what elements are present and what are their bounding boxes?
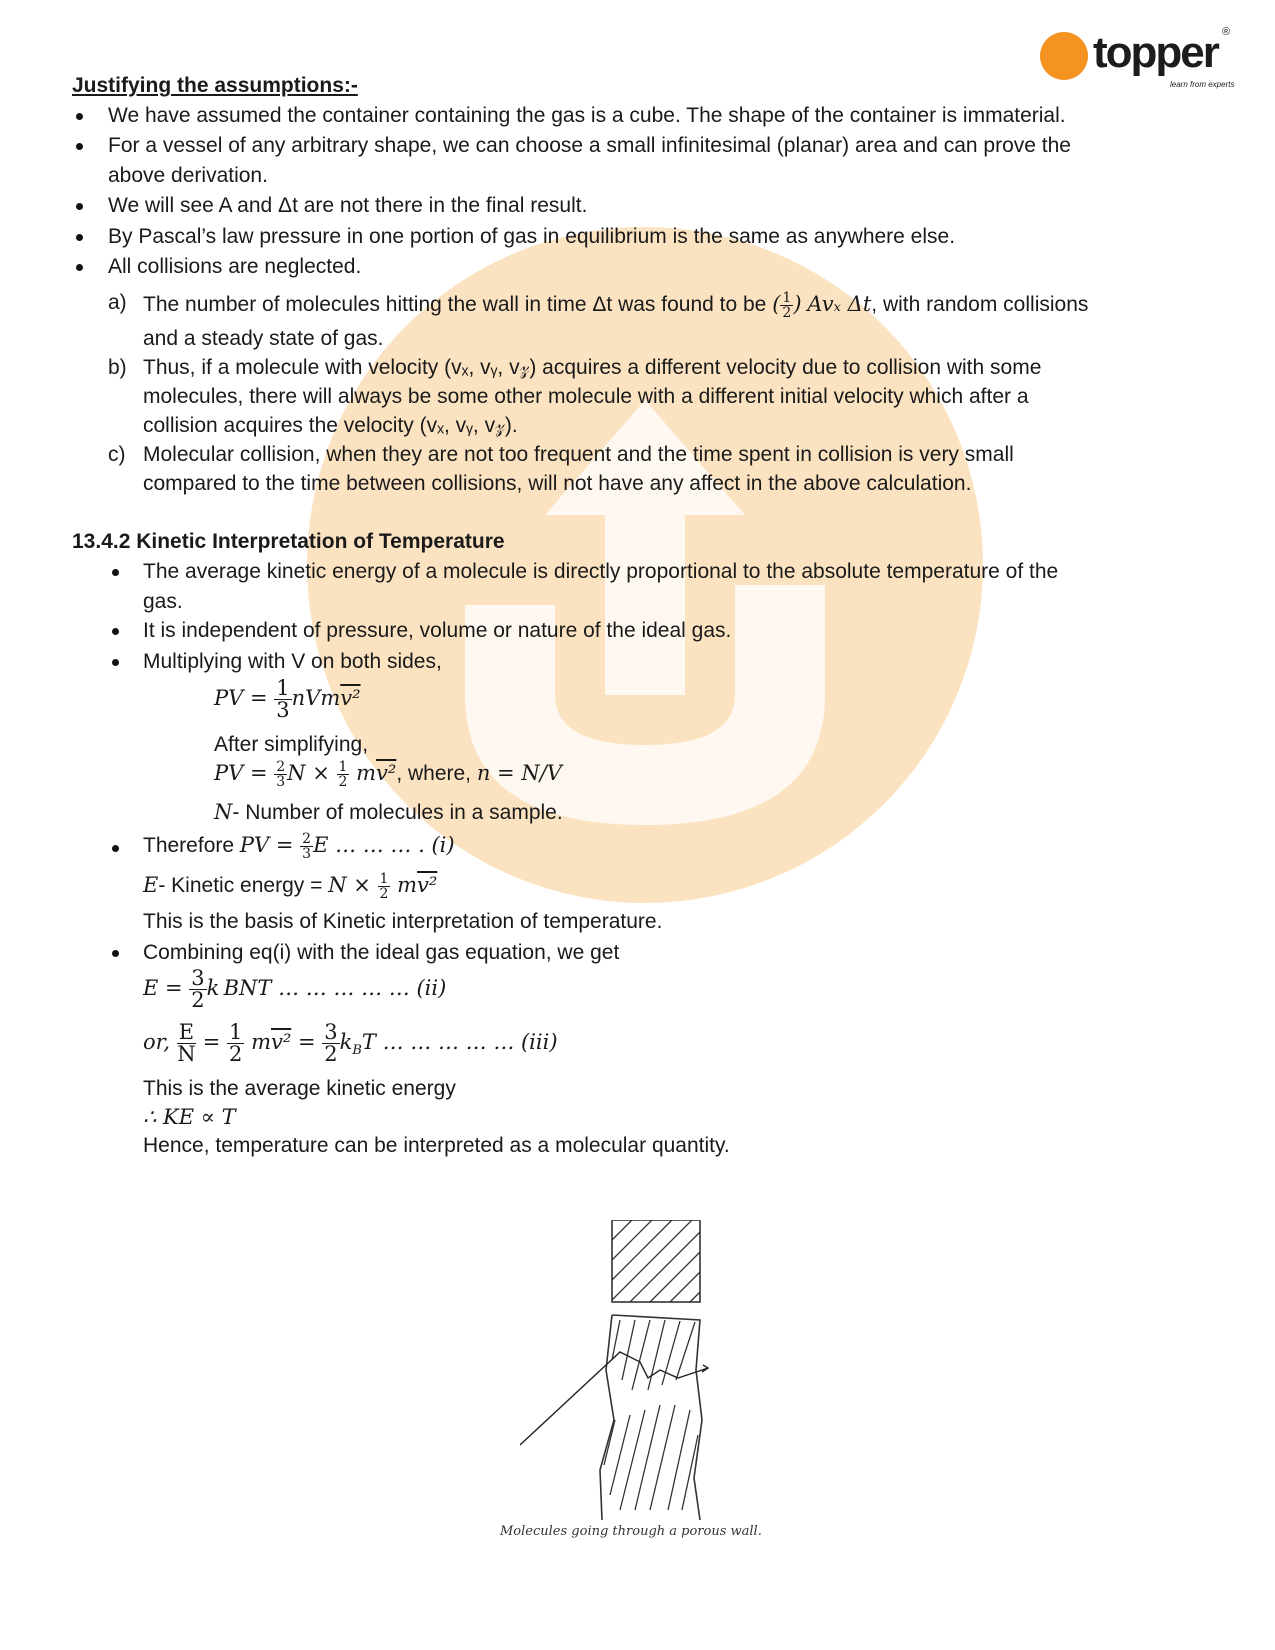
n-definition: n = N/V <box>476 761 562 785</box>
list-label: c) <box>108 443 126 466</box>
formula-avdt: Avₓ Δt <box>807 292 872 316</box>
N-definition-text: - Number of molecules in a sample. <box>232 801 563 824</box>
section-heading-kinetic: 13.4.2 Kinetic Interpretation of Temperature <box>72 530 505 553</box>
bullet-text: We will see A and Δt are not there in the final result. <box>108 194 588 217</box>
bullet-dot <box>76 203 83 210</box>
porous-wall-figure <box>520 1220 760 1520</box>
bullet-dot <box>112 659 119 666</box>
list-item-text-cont: and a steady state of gas. <box>143 327 384 350</box>
conclusion-text: Hence, temperature can be interpreted as a molecular quantity. <box>143 1134 730 1157</box>
eq-ii-text: k BNT … … … … … (ii) <box>206 976 447 1000</box>
bullet-text: We have assumed the container containing the gas is a cube. The shape of the container is immaterial. <box>108 104 1066 127</box>
therefore-text: Therefore <box>143 834 240 857</box>
brand-logo <box>1040 24 1240 90</box>
registered-mark: ® <box>1222 26 1231 38</box>
where-text: , where, <box>396 762 477 785</box>
bullet-dot <box>76 113 83 120</box>
list-item-text-cont: molecules, there will always be some other molecule with a different initial velocity which after a <box>143 385 1029 408</box>
list-item-text <box>143 291 1088 320</box>
logo-circle-icon <box>1040 32 1088 80</box>
list-item-text: Molecular collision, when they are not too frequent and the time spent in collision is very small <box>143 443 1014 466</box>
combining-text: Combining eq(i) with the ideal gas equation, we get <box>143 941 620 964</box>
bullet-dot <box>112 628 119 635</box>
list-label: b) <box>108 356 127 379</box>
equation-pv: PV = $\frac{1}{3}$ nVmv² <box>214 676 361 722</box>
bullet-text: By Pascal’s law pressure in one portion of gas in equilibrium is the same as anywhere else. <box>108 225 956 248</box>
bullet-dot <box>76 234 83 241</box>
bullet-dot <box>112 845 119 852</box>
equation-i: Therefore PV = $\frac{2}{3}$ E … … … . (i) <box>143 831 455 862</box>
formula-half: ( $\frac{1}{2}$ ) <box>772 290 802 321</box>
bullet-dot <box>112 569 119 576</box>
bullet-dot <box>76 264 83 271</box>
item-a-text: The number of molecules hitting the wall in time Δt was found to be <box>143 293 767 316</box>
item-a-text-tail: , with random collisions <box>871 293 1089 316</box>
bullet-dot <box>76 143 83 150</box>
ke-proportional: ∴ KE ∝ T <box>143 1105 236 1129</box>
after-simplifying-text: After simplifying, <box>214 733 369 756</box>
bullet-text: It is independent of pressure, volume or nature of the ideal gas. <box>143 619 732 642</box>
bullet-text: The average kinetic energy of a molecule is directly proportional to the absolute temperature of the <box>143 560 1059 583</box>
bullet-text: All collisions are neglected. <box>108 255 362 278</box>
section-heading-assumptions: Justifying the assumptions:- <box>72 74 358 97</box>
N-definition: N- Number of molecules in a sample. <box>214 800 563 824</box>
list-label: a) <box>108 291 127 314</box>
list-item-text-cont: collision acquires the velocity (vₓ, vᵧ, v𝓏). <box>143 414 518 437</box>
bullet-text: Multiplying with V on both sides, <box>143 650 442 673</box>
kinetic-energy-def: E- Kinetic energy = N × $\frac{1}{2}$ mv² <box>143 871 438 902</box>
figure-caption: Molecules going through a porous wall. <box>500 1524 762 1539</box>
bullet-dot <box>112 950 119 957</box>
equation-iii: or, $\frac{E}{N}$ = $\frac{1}{2}$ mv² = $\frac{3}{2}$ $k_BT$ … … … … … (iii) <box>143 1020 558 1066</box>
E-label: - Kinetic energy = <box>158 874 329 897</box>
basis-text: This is the basis of Kinetic interpretation of temperature. <box>143 910 663 933</box>
eq-iii-label: … … … … … (iii) <box>375 1030 558 1054</box>
logo-tagline: learn from experts <box>1170 80 1235 89</box>
equation-ii: E = $\frac{3}{2}$ k BNT … … … … … (ii) <box>143 966 447 1012</box>
bullet-text: For a vessel of any arbitrary shape, we can choose a small infinitesimal (planar) area and can prove the <box>108 134 1071 157</box>
bullet-text-cont: above derivation. <box>108 164 268 187</box>
eq-i-label: … … … . (i) <box>328 833 455 857</box>
list-item-text-cont: compared to the time between collisions, will not have any affect in the above calculation. <box>143 472 972 495</box>
list-item-text: Thus, if a molecule with velocity (vₓ, vᵧ, v𝓏) acquires a different velocity due to collision with some <box>143 356 1042 379</box>
bullet-text-cont: gas. <box>143 590 183 613</box>
avg-ke-text: This is the average kinetic energy <box>143 1077 456 1100</box>
logo-wordmark: topper <box>1093 28 1218 77</box>
equation-pv-simplified: PV = $\frac{2}{3}$ N × $\frac{1}{2}$ mv², where, n = N/V <box>214 759 562 790</box>
